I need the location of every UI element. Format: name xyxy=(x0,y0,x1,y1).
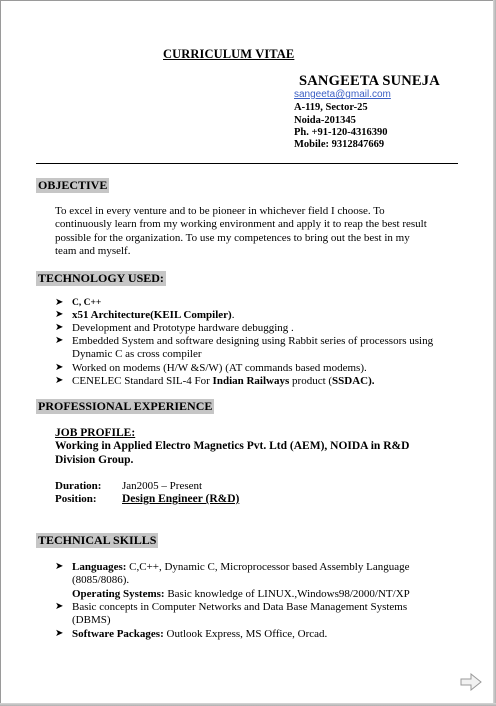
arrow-bullet-icon: ➤ xyxy=(55,297,64,308)
arrow-bullet-icon: ➤ xyxy=(55,561,64,572)
email-link[interactable]: sangeeta@gmail.com xyxy=(294,89,391,100)
company-line-2: Division Group. xyxy=(55,454,134,466)
networks-text-cont: (DBMS) xyxy=(72,613,111,626)
arrow-bullet-icon: ➤ xyxy=(55,362,64,373)
job-profile-label: JOB PROFILE: xyxy=(55,427,136,439)
document-title: CURRICULUM VITAE xyxy=(163,47,295,61)
position-value: Design Engineer (R&D) xyxy=(122,493,240,505)
tech-item-text: C, C++ xyxy=(72,298,102,308)
address-line-2: Noida-201345 xyxy=(294,115,356,126)
objective-line: possible for the organization. To use my competences to bring out the best in my xyxy=(55,231,410,244)
software-value: Outlook Express, MS Office, Orcad. xyxy=(163,628,328,640)
tech-item-bold: SSDAC). xyxy=(332,375,375,387)
duration-label: Duration: xyxy=(55,480,102,492)
objective-line: team and myself. xyxy=(55,244,131,257)
os-label: Operating Systems: xyxy=(72,588,165,600)
next-page-arrow-icon[interactable] xyxy=(460,673,482,691)
tech-item-bold: Indian Railways xyxy=(212,375,290,387)
objective-paragraph xyxy=(55,205,460,258)
arrow-bullet-icon: ➤ xyxy=(55,628,64,639)
software-label: Software Packages: xyxy=(72,628,164,640)
languages-value-cont: (8085/8086). xyxy=(72,573,130,586)
languages-label: Languages: xyxy=(72,561,127,573)
arrow-bullet-icon: ➤ xyxy=(55,309,64,320)
experience-heading: PROFESSIONAL EXPERIENCE xyxy=(38,399,213,413)
objective-heading: OBJECTIVE xyxy=(38,178,108,192)
arrow-bullet-icon: ➤ xyxy=(55,375,64,386)
tech-item-text: CENELEC Standard SIL-4 For xyxy=(72,375,213,387)
candidate-name: SANGEETA SUNEJA xyxy=(299,73,440,89)
objective-line: To excel in every venture and to be pioneer in whichever field I choose. To xyxy=(55,205,385,217)
tech-item-text: . xyxy=(231,309,235,321)
tech-item-bold: x51 Architecture(KEIL Compiler) xyxy=(72,309,232,321)
tech-item-text: product ( xyxy=(289,375,333,387)
arrow-bullet-icon: ➤ xyxy=(55,322,64,333)
arrow-bullet-icon: ➤ xyxy=(55,335,64,346)
arrow-bullet-icon: ➤ xyxy=(55,601,64,612)
networks-text: Basic concepts in Computer Networks and Data Base Management Systems xyxy=(72,601,408,613)
technology-heading: TECHNOLOGY USED: xyxy=(38,271,164,285)
header-divider xyxy=(36,163,458,164)
objective-line: continuously learn from my working environment and apply it to reap the best result xyxy=(55,218,427,231)
languages-value: C,C++, Dynamic C, Microprocessor based Assembly Language xyxy=(126,561,410,573)
tech-item-text: Embedded System and software designing using Rabbit series of processors using xyxy=(72,335,434,347)
tech-item-text: Worked on modems (H/W &S/W) (AT commands based modems). xyxy=(72,362,367,374)
tech-item-text-cont: Dynamic C as cross compiler xyxy=(72,347,202,360)
address-line-1: A-119, Sector-25 xyxy=(294,102,368,113)
phone: Ph. +91-120-4316390 xyxy=(294,127,388,138)
duration-value: Jan2005 – Present xyxy=(122,480,203,492)
os-value: Basic knowledge of LINUX.,Windows98/2000/NT/XP xyxy=(164,588,410,600)
position-label: Position: xyxy=(55,493,97,505)
skills-heading: TECHNICAL SKILLS xyxy=(38,533,157,547)
mobile: Mobile: 9312847669 xyxy=(294,139,385,150)
tech-item-text: Development and Prototype hardware debugging . xyxy=(72,322,294,334)
company-line-1: Working in Applied Electro Magnetics Pvt. Ltd (AEM), NOIDA in R&D xyxy=(55,440,410,452)
